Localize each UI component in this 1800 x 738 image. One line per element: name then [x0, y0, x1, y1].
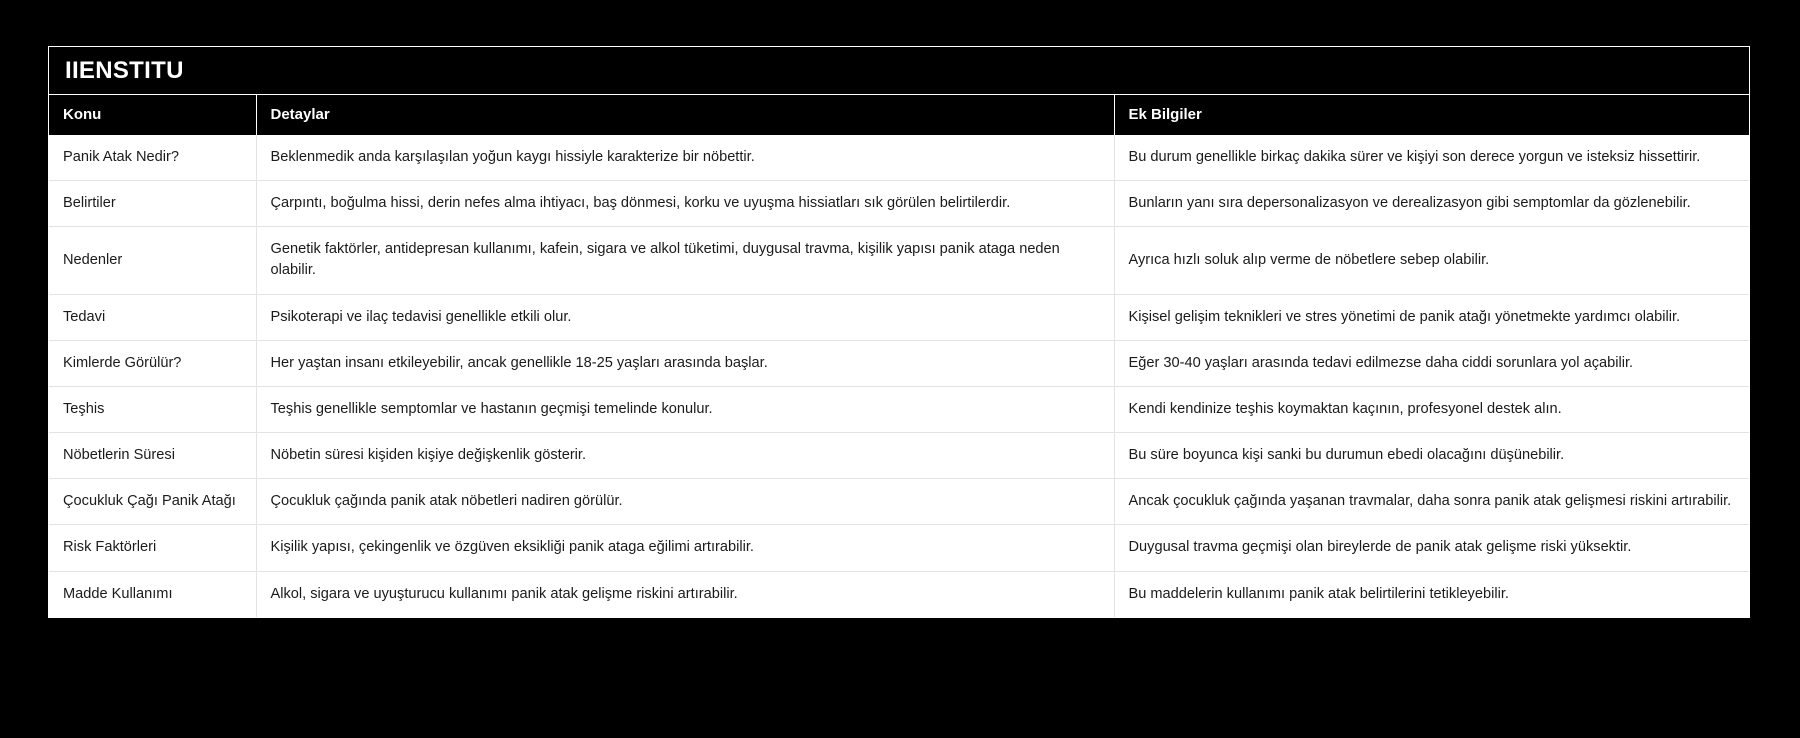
- cell-ek-bilgiler: Kendi kendinize teşhis koymaktan kaçının, profesyonel destek alın.: [1114, 386, 1749, 432]
- table-row: [49, 479, 1749, 525]
- cell-konu: Madde Kullanımı: [49, 571, 256, 617]
- cell-konu: Kimlerde Görülür?: [49, 340, 256, 386]
- table-row: [49, 433, 1749, 479]
- table-row: [49, 525, 1749, 571]
- table-row: [49, 135, 1749, 181]
- table-row: [49, 340, 1749, 386]
- table-row: [49, 571, 1749, 617]
- cell-ek-bilgiler: Bunların yanı sıra depersonalizasyon ve derealizasyon gibi semptomlar da gözlenebilir.: [1114, 181, 1749, 227]
- cell-detaylar: Nöbetin süresi kişiden kişiye değişkenlik gösterir.: [256, 433, 1114, 479]
- cell-konu: Risk Faktörleri: [49, 525, 256, 571]
- cell-ek-bilgiler: Ancak çocukluk çağında yaşanan travmalar, daha sonra panik atak gelişmesi riskini artırabilir.: [1114, 479, 1749, 525]
- cell-ek-bilgiler: Eğer 30-40 yaşları arasında tedavi edilmezse daha ciddi sorunlara yol açabilir.: [1114, 340, 1749, 386]
- cell-detaylar: Çocukluk çağında panik atak nöbetleri nadiren görülür.: [256, 479, 1114, 525]
- cell-konu: Çocukluk Çağı Panik Atağı: [49, 479, 256, 525]
- table-row: [49, 181, 1749, 227]
- cell-detaylar: Alkol, sigara ve uyuşturucu kullanımı panik atak gelişme riskini artırabilir.: [256, 571, 1114, 617]
- table-row: [49, 294, 1749, 340]
- cell-ek-bilgiler: Duygusal travma geçmişi olan bireylerde de panik atak gelişme riski yüksektir.: [1114, 525, 1749, 571]
- column-header-konu[interactable]: Konu: [49, 95, 256, 135]
- cell-detaylar: Teşhis genellikle semptomlar ve hastanın geçmişi temelinde konulur.: [256, 386, 1114, 432]
- cell-ek-bilgiler: Bu durum genellikle birkaç dakika sürer ve kişiyi son derece yorgun ve isteksiz hissettirir.: [1114, 135, 1749, 181]
- column-header-ek-bilgiler[interactable]: Ek Bilgiler: [1114, 95, 1749, 135]
- brand-header: [49, 47, 1749, 95]
- cell-detaylar: Beklenmedik anda karşılaşılan yoğun kaygı hissiyle karakterize bir nöbettir.: [256, 135, 1114, 181]
- cell-ek-bilgiler: Ayrıca hızlı soluk alıp verme de nöbetlere sebep olabilir.: [1114, 227, 1749, 294]
- cell-detaylar: Her yaştan insanı etkileyebilir, ancak genellikle 18-25 yaşları arasında başlar.: [256, 340, 1114, 386]
- column-header-detaylar[interactable]: Detaylar: [256, 95, 1114, 135]
- cell-konu: Nöbetlerin Süresi: [49, 433, 256, 479]
- table-head: [49, 95, 1749, 135]
- cell-konu: Belirtiler: [49, 181, 256, 227]
- cell-konu: Nedenler: [49, 227, 256, 294]
- content-card: [48, 46, 1750, 618]
- cell-konu: Panik Atak Nedir?: [49, 135, 256, 181]
- cell-detaylar: Psikoterapi ve ilaç tedavisi genellikle etkili olur.: [256, 294, 1114, 340]
- table-body: [49, 135, 1749, 617]
- table-row: [49, 227, 1749, 294]
- cell-detaylar: Çarpıntı, boğulma hissi, derin nefes alma ihtiyacı, baş dönmesi, korku ve uyuşma hissiatları sık görülen belirtilerdir.: [256, 181, 1114, 227]
- table-row: [49, 386, 1749, 432]
- cell-detaylar: Genetik faktörler, antidepresan kullanımı, kafein, sigara ve alkol tüketimi, duygusal travma, kişilik yapısı panik ataga neden olabilir.: [256, 227, 1114, 294]
- info-table: [49, 95, 1749, 617]
- brand-title: IIENSTITU: [65, 56, 184, 84]
- table-header-row: [49, 95, 1749, 135]
- cell-detaylar: Kişilik yapısı, çekingenlik ve özgüven eksikliği panik ataga eğilimi artırabilir.: [256, 525, 1114, 571]
- cell-ek-bilgiler: Bu maddelerin kullanımı panik atak belirtilerini tetikleyebilir.: [1114, 571, 1749, 617]
- cell-ek-bilgiler: Bu süre boyunca kişi sanki bu durumun ebedi olacağını düşünebilir.: [1114, 433, 1749, 479]
- cell-konu: Tedavi: [49, 294, 256, 340]
- cell-konu: Teşhis: [49, 386, 256, 432]
- cell-ek-bilgiler: Kişisel gelişim teknikleri ve stres yönetimi de panik atağı yönetmekte yardımcı olabilir.: [1114, 294, 1749, 340]
